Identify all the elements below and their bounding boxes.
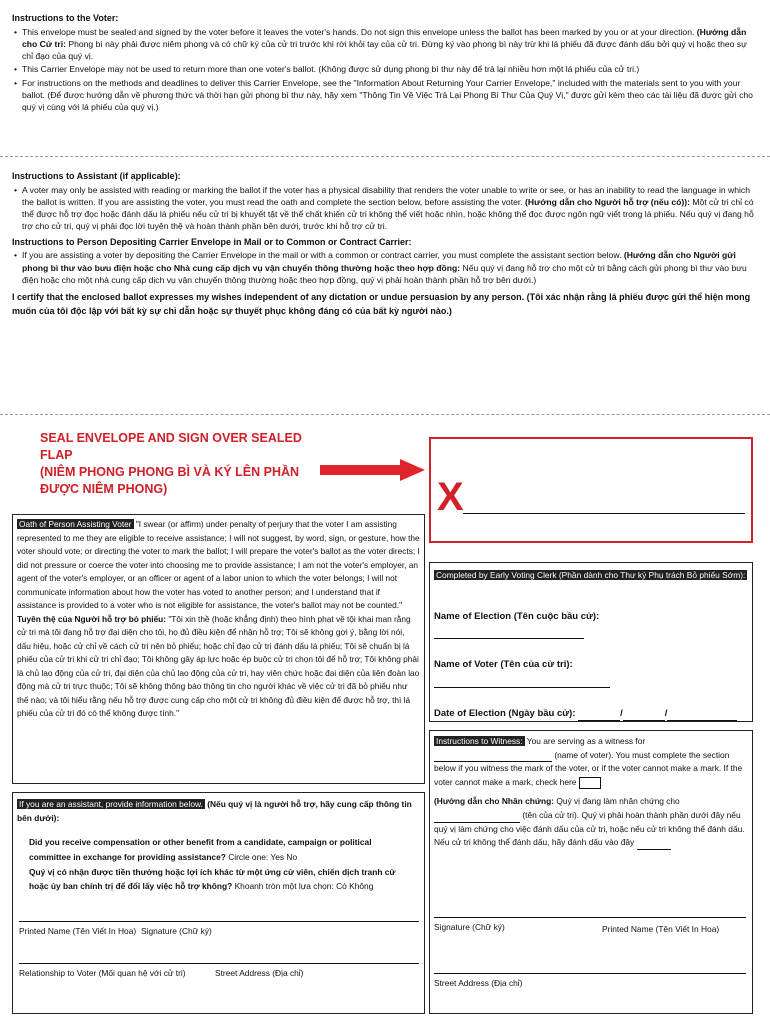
voter-name-input[interactable]: [434, 687, 610, 688]
assistant-info-box: [12, 792, 425, 1014]
certify-statement: I certify that the enclosed ballot expresses my wishes independent of any dictation or undue persuasion by any person. (Tôi xác nhận rằng lá phiếu được gửi thể hiện mong muốn của tôi độc lập với bất kỳ sự chỉ dẫn hoặc sự thuyết phục không đáng có của bất kỳ người nào.): [12, 291, 751, 317]
voter-name-field: [434, 657, 748, 688]
witness-en-2: (name of voter). You must complete the section below if you witness the mark of the voter, or if the voter cannot make a mark. If the voter cannot make a mark, check here: [434, 749, 743, 787]
depositing-heading: Instructions to Person Depositing Carrier Envelope in Mail or to Common or Contract Carrier:: [12, 236, 412, 247]
assistant-relationship-address-line[interactable]: [19, 963, 419, 964]
seal-instruction-vi: (NIÊM PHONG PHONG BÌ VÀ KÝ LÊN PHẦN ĐƯỢC NIÊM PHONG): [40, 464, 300, 496]
voter-bullet-1-vi: Phong bì này phải được niêm phong và có chữ ký của cử tri trước khi rời khỏi tay của cử tri. Đừng ký vào phong bì này trừ khi lá phiếu đã được đánh dấu bởi quý vị hoặc theo sự chỉ đạo của quý vị.: [22, 38, 747, 62]
clerk-box: [429, 562, 753, 722]
witness-address-line[interactable]: [434, 973, 746, 974]
election-name-field: [434, 609, 748, 640]
circle-co-khong[interactable]: Khoanh tròn một lựa chọn: Có Không: [234, 881, 374, 892]
election-name-label: Name of Election (Tên cuộc bầu cử):: [434, 610, 600, 622]
oath-box: [12, 514, 425, 784]
voter-instructions-list: [12, 26, 758, 113]
assistant-instructions: [12, 170, 758, 320]
oath-en: "I swear (or affirm) under penalty of perjury that the voter I am assisting represented to me they are eligible to receive assistance; I will not suggest, by word, sign, or gesture, how the voter should vote; or directing the voter to mark the ballot; I will prepare the voter's ballot as the voter directs; I did not pressure or coerce the voter into choosing me to provide assistance; I am not the voter's employer, an agent of the voter's employer, or an officer or agent of a labor union to which the voter belongs; I will not communicate information about how the voter has voted to another person; and I understand that if assistance is provided to a voter who is not eligible for assistance, the voter's ballot may not be counted.": [17, 519, 420, 611]
assistant-printed-name-label: Printed Name (Tên Viết In Hoa): [19, 926, 137, 936]
divider-2: [0, 414, 770, 415]
witness-voter-name-vi-input[interactable]: [434, 822, 520, 823]
assistant-instructions-list: [12, 184, 758, 233]
election-name-input[interactable]: [434, 638, 584, 639]
voter-instructions: [12, 12, 758, 114]
voter-bullet-3-en: For instructions on the methods and deadlines to deliver this Carrier Envelope, see the "Information About Returning Your Carrier Envelope," included with the materials sent to you with your ballot.: [22, 77, 741, 100]
voter-bullet-1-vi-bold: (Hướng dẫn cho Cử tri:: [22, 26, 747, 49]
cannot-mark-vi-input[interactable]: [637, 849, 671, 850]
voter-bullet-1-en: This envelope must be sealed and signed by the voter before it leaves the voter's hands. Do not sign this envelope unless the ballot has been marked by you or at your direction.: [22, 26, 695, 37]
depositing-en: If you are assisting a voter by depositing the Carrier Envelope in the mail or with a common or contract carrier, you must complete the assistant section below.: [22, 250, 622, 261]
date-sep-2: /: [664, 708, 668, 720]
depositing-bullet: [22, 249, 758, 286]
witness-vi-2: (tên của cử tri). Quý vị phải hoàn thành phần dưới đây nếu quý vị làm chứng cho việc đánh dấu của cử tri, hoặc nếu cử tri không thể đánh dấu. Nếu cử tri không thể đánh dấu, hãy đánh dấu vào đây: [434, 810, 745, 848]
oath-vi: "Tôi xin thề (hoặc khẳng định) theo hình phạt về tội khai man rằng cử tri mà tôi đang hỗ trợ đại diện cho tôi, họ đủ điều kiện để nhận hỗ trợ; Tôi sẽ không gợi ý, bằng lời nói, dấu hiệu, hoặc cử chỉ về cách cử tri nên bỏ phiếu; hoặc chỉ đạo cử tri đánh dấu lá phiếu; Tôi sẽ chuẩn bị lá phiếu của cử tri khi cử tri chỉ đạo; Tôi không gây áp lực hoặc ép buộc cử tri chọn tôi để hỗ trợ; Tôi không phải là chủ lao động của cử tri, đại diện của chủ lao động của cử tri, hay viên chức hoặc đại diện của liên đoàn lao động mà cử tri trực thuộc; Tôi sẽ không thông báo thông tin cho người khác về việc cử tri đã bỏ phiếu như thế nào; và tôi hiểu rằng nếu hỗ trợ được cung cấp cho một cử tri không đủ điều kiện để được hỗ trợ, thì lá phiếu của cử tri đó có thể không được tính.": [17, 613, 420, 719]
assistant-signature-label: Signature (Chữ ký): [141, 926, 212, 936]
witness-street-label: Street Address (Địa chỉ): [434, 978, 523, 988]
voter-instructions-heading: Instructions to the Voter:: [12, 13, 119, 23]
cannot-mark-checkbox[interactable]: [579, 777, 601, 789]
right-arrow-icon: [320, 459, 425, 481]
voter-signature-box[interactable]: [429, 437, 753, 543]
depositing-list: [12, 249, 758, 286]
oath-vi-bold: Tuyên thệ của Người hỗ trợ bỏ phiếu:: [17, 613, 167, 624]
assistant-relationship-label: Relationship to Voter (Mối quan hệ với cử tri): [19, 968, 186, 978]
date-month-input[interactable]: [578, 720, 620, 721]
assistant-name-signature-line[interactable]: [19, 921, 419, 922]
voter-bullet-3-vi: (Để được hướng dẫn về phương thức và thời hạn gửi phong bì thư này, hãy xem "Thông Tin Về Việc Trả Lại Phong Bì Thư Của Quý Vị," được gửi kèm theo các tài liệu đã được gửi cho quý vị cùng với lá phiếu của quý vị.): [22, 89, 753, 112]
compensation-question-vi: Quý vị có nhận được tiền thưởng hoặc lợi ích khác từ một ứng cử viên, chiến dịch tranh cử hoặc ủy ban chính trị để đổi lấy việc hỗ trợ không?: [29, 866, 396, 892]
compensation-question-en: Did you receive compensation or other benefit from a candidate, campaign or political committee in exchange for providing assistance?: [29, 837, 372, 862]
assistant-en: A voter may only be assisted with reading or marking the ballot if the voter has a physical disability that renders the voter unable to write or see, or has an inability to read the language in which the ballot is written. If you are assisting the voter, you must read the oath and complete the section below, before assisting the voter.: [22, 184, 751, 207]
witness-signature-label: Signature (Chữ ký): [434, 922, 505, 932]
assistant-vi-bold: (Hướng dẫn cho Người hỗ trợ (nếu có)):: [525, 196, 690, 207]
voter-name-label: Name of Voter (Tên của cử tri):: [434, 659, 573, 671]
assistant-bullet: [22, 184, 758, 233]
voter-bullet-2-en: This Carrier Envelope may not be used to return more than one voter's ballot.: [22, 64, 316, 75]
witness-tag: Instructions to Witness:: [436, 736, 523, 746]
divider-1: [0, 156, 770, 157]
voter-bullet-1: [22, 26, 758, 63]
date-year-input[interactable]: [667, 720, 737, 721]
clerk-tag: Completed by Early Voting Clerk (Phần dành cho Thư ký Phụ trách Bỏ phiếu Sớm):: [436, 570, 746, 580]
voter-signature-line[interactable]: [463, 513, 745, 514]
seal-instruction-en: SEAL ENVELOPE AND SIGN OVER SEALED FLAP: [40, 431, 302, 462]
voter-bullet-2-vi: (Không được sử dụng phong bì thư này để trả lại nhiều hơn một lá phiếu của cử tri.): [318, 64, 640, 75]
witness-box: [429, 730, 753, 1014]
assistant-vi: Một cử tri chỉ có thể được hỗ trợ đọc hoặc đánh dấu lá phiếu nếu cử tri bị khuyết tật về thể chất khiến cử tri không thể viết hoặc nhìn, hoặc không thể đọc được ngôn ngữ viết trong lá phiếu. Nếu quý vị đang hỗ trợ cho cử tri, quý vị phải đọc lời tuyên thệ và hoàn thành phần bên dưới, trước khi hỗ trợ cử tri.: [22, 196, 754, 232]
assistant-info-vi-bold: (Nếu quý vị là người hỗ trợ, hãy cung cấp thông tin bên dưới):: [17, 799, 412, 823]
depositing-vi: Nếu quý vị đang hỗ trợ cho một cử tri bằng cách gửi phong bì thư vào bưu điện hoặc cho một nhà cung cấp dịch vụ vận chuyển thông thường hoặc theo hợp đồng, quý vị phải hoàn thành phần hỗ trợ bên dưới.): [22, 262, 747, 285]
date-sep-1: /: [620, 708, 623, 720]
witness-en-1: You are serving as a witness for: [526, 736, 646, 746]
voter-bullet-3: [22, 77, 758, 114]
depositing-vi-bold: (Hướng dẫn cho Người gửi phong bì thư vào bưu điện hoặc cho Nhà cung cấp dịch vụ vận chuyển thông thường hoặc theo hợp đồng:: [22, 250, 736, 273]
witness-vi-bold: (Hướng dẫn cho Nhân chứng:: [434, 796, 554, 807]
signature-x-mark: X: [437, 475, 464, 519]
oath-tag: Oath of Person Assisting Voter: [19, 519, 132, 529]
election-date-field: [434, 706, 748, 721]
assistant-instructions-heading: Instructions to Assistant (if applicable):: [12, 171, 181, 181]
circle-yes-no[interactable]: Circle one: Yes No: [228, 851, 298, 862]
date-day-input[interactable]: [623, 720, 665, 721]
assistant-street-label: Street Address (Địa chỉ): [215, 968, 304, 978]
voter-bullet-2: [22, 63, 758, 75]
witness-printed-name-label: Printed Name (Tên Viết In Hoa): [602, 924, 720, 934]
assistant-info-tag: If you are an assistant, provide information below.: [19, 799, 203, 809]
witness-vi-1: Quý vị đang làm nhân chứng cho: [556, 796, 680, 807]
witness-signature-line[interactable]: [434, 917, 746, 918]
seal-instruction: [40, 430, 310, 498]
election-date-label: Date of Election (Ngày bầu cử):: [434, 708, 576, 720]
